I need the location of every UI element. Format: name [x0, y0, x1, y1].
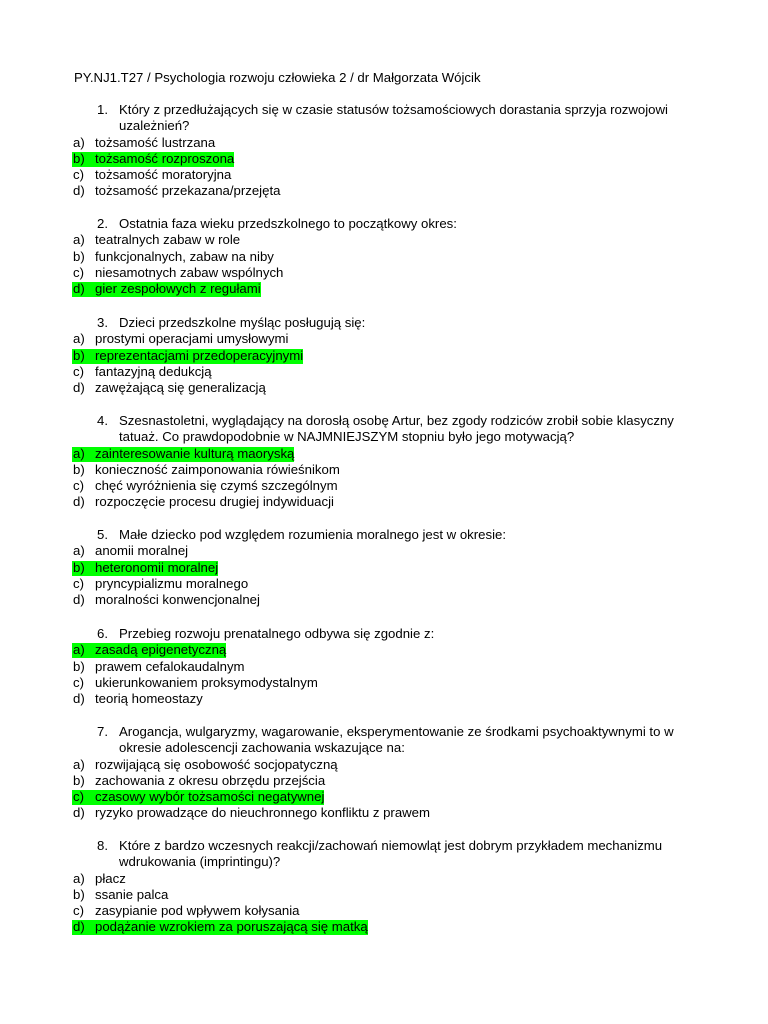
option-letter: a)	[73, 331, 85, 347]
answer-option-correct	[73, 348, 683, 364]
answer-option	[73, 757, 683, 773]
answer-option-correct	[73, 789, 683, 805]
question-text: uzależnień?	[119, 118, 190, 134]
question-2	[73, 216, 707, 297]
question-text: Ostatnia faza wieku przedszkolnego to początkowy okres:	[119, 216, 457, 231]
answer-option	[73, 331, 683, 347]
option-text: tożsamość lustrzana	[95, 134, 216, 150]
question-text-line	[97, 626, 707, 642]
answer-option	[73, 773, 683, 789]
option-text: fantazyjną dedukcją	[95, 363, 212, 379]
answer-option-correct	[73, 446, 683, 462]
answer-option	[73, 903, 683, 919]
question-5	[73, 527, 707, 608]
option-text: anomii moralnej	[95, 543, 189, 559]
answer-option-correct	[73, 642, 683, 658]
option-letter: d)	[73, 691, 85, 707]
answer-option	[73, 167, 683, 183]
answer-option	[73, 659, 683, 675]
option-text: ukierunkowaniem proksymodystalnym	[95, 674, 318, 690]
answer-option	[73, 592, 683, 608]
question-1	[73, 102, 707, 200]
option-text: czasowy wybór tożsamości negatywnej	[95, 789, 325, 805]
option-text: zainteresowanie kulturą maoryską	[95, 445, 295, 461]
option-text: gier zespołowych z regułami	[95, 281, 261, 297]
option-letter: b)	[73, 886, 85, 902]
option-text: tożsamość rozproszona	[95, 150, 235, 166]
option-letter: c)	[73, 264, 84, 280]
option-letter: a)	[73, 642, 85, 658]
option-text: teatralnych zabaw w role	[95, 232, 241, 248]
option-letter: c)	[73, 789, 84, 805]
option-letter: b)	[73, 248, 85, 264]
option-letter: c)	[73, 903, 84, 919]
option-letter: b)	[73, 559, 85, 575]
question-number: 4.	[97, 413, 108, 428]
option-text: zasadą epigenetyczną	[95, 642, 227, 658]
option-letter: d)	[73, 494, 85, 510]
question-number: 7.	[97, 724, 108, 739]
answer-option	[73, 478, 683, 494]
option-text: prostymi operacjami umysłowymi	[95, 331, 289, 347]
option-letter: a)	[73, 543, 85, 559]
question-text-line	[97, 838, 707, 854]
option-letter: a)	[73, 756, 85, 772]
option-letter: a)	[73, 134, 85, 150]
question-text-line	[97, 315, 707, 331]
answer-option	[73, 364, 683, 380]
question-text-line	[97, 413, 707, 429]
option-letter: d)	[73, 592, 85, 608]
question-8	[73, 838, 707, 936]
option-text: ryzyko prowadzące do nieuchronnego konfliktu z prawem	[95, 805, 430, 821]
question-text: Przebieg rozwoju prenatalnego odbywa się zgodnie z:	[119, 626, 435, 641]
answer-option	[73, 462, 683, 478]
option-letter: b)	[73, 150, 85, 166]
option-text: rozpoczęcie procesu drugiej indywiduacji	[95, 494, 334, 510]
question-text: tatuaż. Co prawdopodobnie w NAJMNIEJSZYM stopniu było jego motywacją?	[119, 429, 575, 445]
option-text: niesamotnych zabaw wspólnych	[95, 264, 284, 280]
answer-option	[73, 183, 683, 199]
question-number: 1.	[97, 102, 108, 117]
question-number: 2.	[97, 216, 108, 231]
question-text-line	[97, 740, 707, 756]
answer-option-correct	[73, 151, 683, 167]
option-text: teorią homeostazy	[95, 691, 203, 707]
question-number: 5.	[97, 527, 108, 542]
option-letter: a)	[73, 232, 85, 248]
option-letter: b)	[73, 772, 85, 788]
option-text: zawężającą się generalizacją	[95, 380, 266, 396]
question-text-line	[97, 854, 707, 870]
document-header: PY.NJ1.T27 / Psychologia rozwoju człowieka 2 / dr Małgorzata Wójcik	[74, 70, 481, 85]
question-text: Szesnastoletni, wyglądający na dorosłą osobę Artur, bez zgody rodziców zrobił sobie klasyczny	[119, 413, 674, 428]
option-letter: d)	[73, 380, 85, 396]
answer-option-correct	[73, 919, 683, 935]
option-text: płacz	[95, 870, 126, 886]
option-text: chęć wyróżnienia się czymś szczególnym	[95, 478, 338, 494]
option-text: tożsamość przekazana/przejęta	[95, 183, 281, 199]
answer-option	[73, 494, 683, 510]
option-letter: c)	[73, 478, 84, 494]
option-text: zasypianie pod wpływem kołysania	[95, 903, 300, 919]
question-number: 6.	[97, 626, 108, 641]
question-number: 3.	[97, 315, 108, 330]
question-3	[73, 315, 707, 396]
answer-option	[73, 380, 683, 396]
question-text: okresie adolescencji zachowania wskazujące na:	[119, 740, 405, 756]
option-letter: c)	[73, 167, 84, 183]
answer-option	[73, 887, 683, 903]
answer-option	[73, 675, 683, 691]
answer-option-correct	[73, 281, 683, 297]
answer-option	[73, 805, 683, 821]
answer-option	[73, 543, 683, 559]
option-text: reprezentacjami przedoperacyjnymi	[95, 347, 304, 363]
option-text: ssanie palca	[95, 886, 169, 902]
question-text-line	[97, 724, 707, 740]
question-text: Arogancja, wulgaryzmy, wagarowanie, eksperymentowanie ze środkami psychoaktywnymi to w	[119, 724, 674, 739]
option-text: heteronomii moralnej	[95, 559, 219, 575]
option-letter: c)	[73, 674, 84, 690]
option-letter: d)	[73, 281, 85, 297]
question-text: wdrukowania (imprintingu)?	[119, 854, 281, 870]
question-text-line	[97, 102, 707, 118]
option-letter: b)	[73, 461, 85, 477]
option-text: tożsamość moratoryjna	[95, 167, 232, 183]
option-text: zachowania z okresu obrzędu przejścia	[95, 772, 326, 788]
answer-option	[73, 265, 683, 281]
question-text: Dzieci przedszkolne myśląc posługują się:	[119, 315, 366, 330]
answer-option	[73, 135, 683, 151]
answer-option	[73, 576, 683, 592]
question-number: 8.	[97, 838, 108, 853]
question-text: Które z bardzo wczesnych reakcji/zachowań niemowląt jest dobrym przykładem mechanizmu	[119, 838, 663, 853]
option-letter: c)	[73, 363, 84, 379]
option-letter: a)	[73, 870, 85, 886]
option-text: podążanie wzrokiem za poruszającą się matką	[95, 919, 368, 935]
question-text-line	[97, 216, 707, 232]
answer-option	[73, 232, 683, 248]
option-letter: a)	[73, 445, 85, 461]
question-text-line	[97, 429, 707, 445]
question-7	[73, 724, 707, 822]
question-text: Który z przedłużających się w czasie statusów tożsamościowych dorastania sprzyja rozwojowi	[119, 102, 668, 117]
option-letter: d)	[73, 919, 85, 935]
answer-option	[73, 249, 683, 265]
option-letter: b)	[73, 658, 85, 674]
question-text: Małe dziecko pod względem rozumienia moralnego jest w okresie:	[119, 527, 507, 542]
option-text: funkcjonalnych, zabaw na niby	[95, 248, 274, 264]
answer-option	[73, 691, 683, 707]
option-text: prawem cefalokaudalnym	[95, 658, 245, 674]
option-letter: b)	[73, 347, 85, 363]
option-letter: d)	[73, 805, 85, 821]
option-text: pryncypializmu moralnego	[95, 575, 249, 591]
question-6	[73, 626, 707, 707]
option-letter: d)	[73, 183, 85, 199]
option-text: moralności konwencjonalnej	[95, 592, 260, 608]
question-text-line	[97, 527, 707, 543]
option-text: konieczność zaimponowania rówieśnikom	[95, 461, 340, 477]
question-text-line	[97, 118, 707, 134]
option-text: rozwijającą się osobowość socjopatyczną	[95, 756, 338, 772]
answer-option	[73, 871, 683, 887]
option-letter: c)	[73, 575, 84, 591]
question-4	[73, 413, 707, 511]
answer-option-correct	[73, 560, 683, 576]
